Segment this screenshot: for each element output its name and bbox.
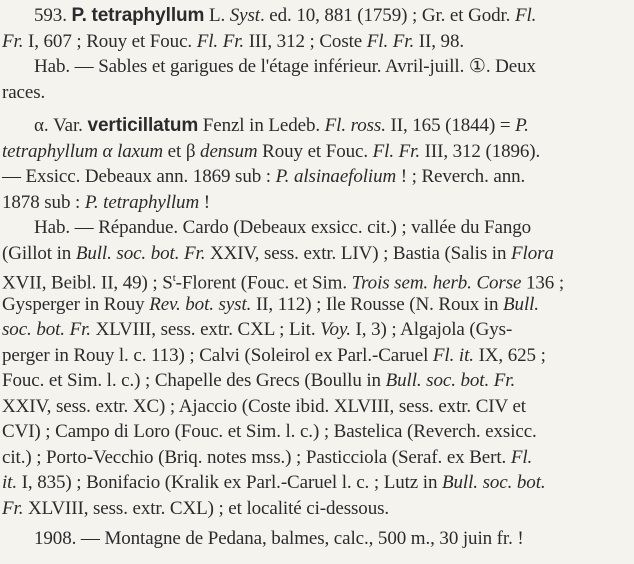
species-genus: P. <box>71 5 87 26</box>
variety-line-1: α. Var. verticillatum Fenzl in Ledeb. Fl. ross. II, 165 (1844) = P. <box>34 115 529 136</box>
habitat-line-4: Gysperger in Rouy Rev. bot. syst. II, 112) ; Ile Rousse (N. Roux in Bull. <box>2 293 539 315</box>
species-habitat-line-2: races. <box>2 81 46 103</box>
habitat-line-8: XXIV, sess. extr. XC) ; Ajaccio (Coste ibid. XLVIII, sess. extr. CIV et <box>2 395 526 417</box>
habitat-line-3: XVII, Beibl. II, 49) ; $S^t$-Florent (Fouc. et Sim. Trois sem. herb. Corse 136 ; <box>2 272 565 294</box>
habitat-line-11: it. I, 835) ; Bonifacio (Kralik ex Parl.-Caruel l. c. ; Lutz in Bull. soc. bot. <box>2 472 546 493</box>
variety-line-3: — Exsicc. Debeaux ann. 1869 sub : P. alsinaefolium ! ; Reverch. ann. <box>2 166 526 187</box>
collection-line: 1908. — Montagne de Pedana, balmes, calc., 500 m., 30 juin fr. ! <box>34 527 524 549</box>
species-habitat-line-1: Hab. — Sables et garigues de l'étage inférieur. Avril-juill. ①. Deux <box>34 56 536 77</box>
habitat-line-7: Fouc. et Sim. l. c.) ; Chapelle des Grecs (Boullu in Bull. soc. bot. Fr. <box>2 370 516 391</box>
habitat-line-9: CVI) ; Campo di Loro (Fouc. et Sim. l. c.) ; Bastelica (Reverch. exsicc. <box>2 421 537 442</box>
species-epithet: tetraphyllum <box>91 5 205 26</box>
variety-line-2: tetraphyllum α laxum et β densum Rouy et Fouc. Fl. Fr. III, 312 (1896). <box>2 140 541 162</box>
variety-name: verticillatum <box>87 115 199 136</box>
habitat-line-10: cit.) ; Porto-Vecchio (Briq. notes mss.) ; Pasticciola (Seraf. ex Bert. Fl. <box>2 446 533 468</box>
entry-number: 593. <box>34 5 67 26</box>
species-heading-line-2: Fr. I, 607 ; Rouy et Fouc. Fl. Fr. III, 312 ; Coste Fl. Fr. II, 98. <box>2 30 464 52</box>
habitat-line-2: (Gillot in Bull. soc. bot. Fr. XXIV, sess. extr. LIV) ; Bastia (Salis in Flora <box>2 242 554 264</box>
habitat-line-1: Hab. — Répandue. Cardo (Debeaux exsicc. cit.) ; vallée du Fango <box>34 217 532 238</box>
habitat-line-5: soc. bot. Fr. XLVIII, sess. extr. CXL ; Lit. Voy. I, 3) ; Algajola (Gys- <box>2 319 513 340</box>
habitat-line-6: perger in Rouy l. c. 113) ; Calvi (Soleirol ex Parl.-Caruel Fl. it. IX, 625 ; <box>2 344 546 366</box>
species-heading-line-1: 593. P. tetraphyllum L. Syst. ed. 10, 881 (1759) ; Gr. et Godr. Fl. <box>34 5 537 26</box>
variety-line-4: 1878 sub : P. tetraphyllum ! <box>2 191 210 213</box>
habitat-line-12: Fr. XLVIII, sess. extr. CXL) ; et localité ci-dessous. <box>2 497 390 519</box>
